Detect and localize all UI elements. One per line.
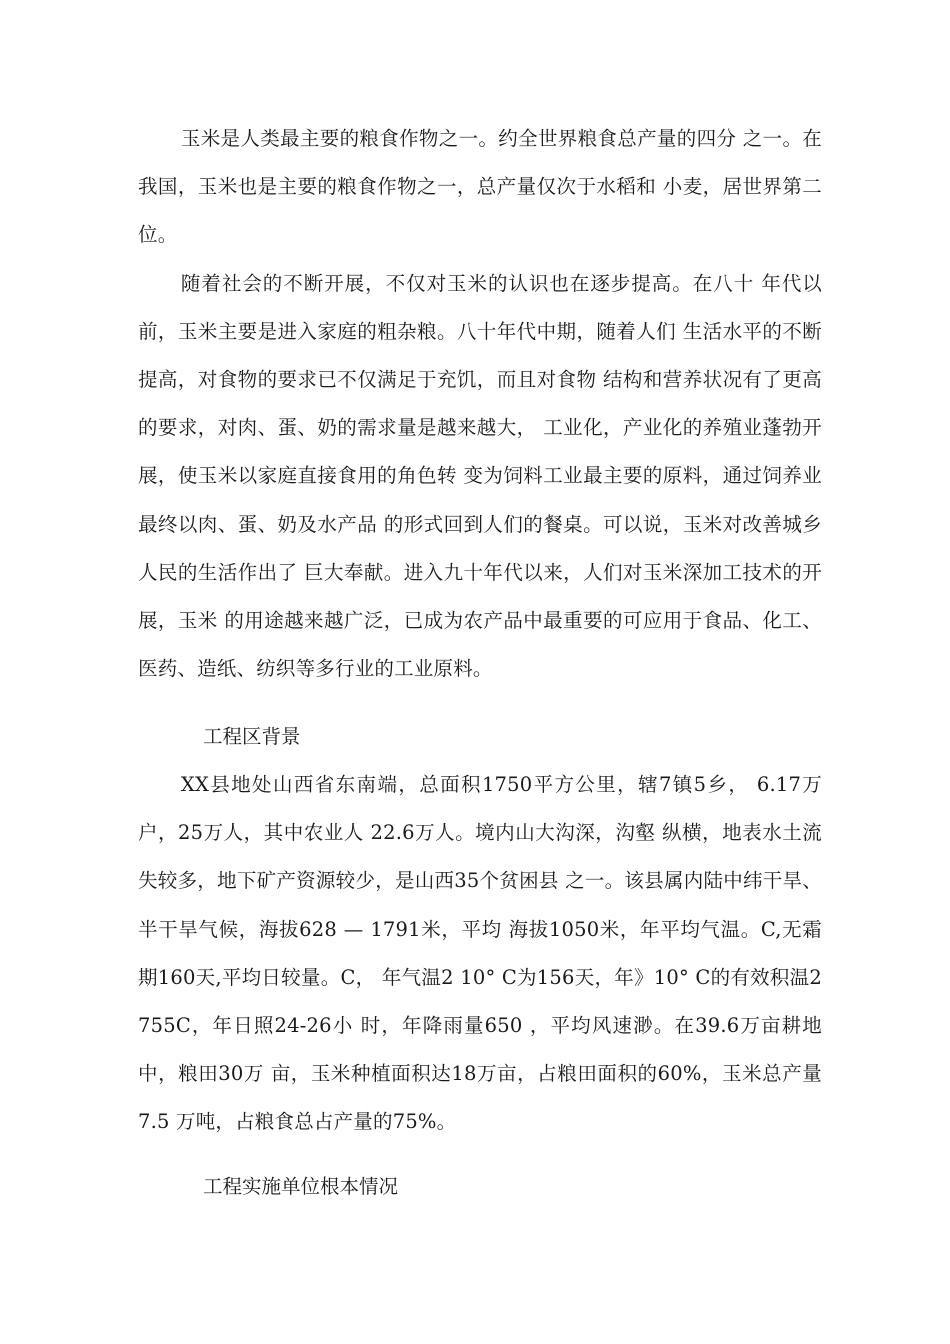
section-heading-project-background: 工程区背景 bbox=[203, 725, 301, 748]
paragraph-corn-importance: 玉米是人类最主要的粮食作物之一。约全世界粮食总产量的四分 之一。在我国，玉米也是主要的粮食作物之一，总产量仅次于水稻和 小麦，居世界第二位。 bbox=[138, 127, 822, 247]
paragraph-corn-development: 随着社会的不断开展，不仅对玉米的认识也在逐步提高。在八十 年代以前，玉米主要是进入家庭的粗杂粮。八十年代中期，随着人们 生活水平的不断提高，对食物的要求已不仅满足于充饥，而且对食物 结构和营养状况有了更高的要求，对肉、蛋、奶的需求量是越来越大， 工业化，产业化的养殖业蓬勃开展，使玉米以家庭直接食用的角色转 变为饲料工业最主要的原料，通过饲养业最终以肉、蛋、奶及水产品 的形式回到人们的餐桌。可以说，玉米对改善城乡人民的生活作出了 巨大奉献。进入九十年代以来，人们对玉米深加工技术的开展，玉米 的用途越来越广泛，已成为农产品中最重要的可应用于食品、化工、 医药、造纸、纺织等多行业的工业原料。 bbox=[138, 271, 822, 681]
intro-text-block bbox=[138, 115, 822, 693]
paragraph-county-overview: XX县地处山西省东南端，总面积1750平方公里，辖7镇5乡， 6.17万户，25万人，其中农业人 22.6万人。境内山大沟深，沟壑 纵横，地表水土流失较多，地下矿产资源较少，是山西35个贫困县 之一。该县属内陆中纬干旱、半干旱气候，海拔628 — 1791米，平均 海拔1050米，年平均气温。C,无霜期160天,平均日较量。C， 年气温2 10° C为156天，年》10° C的有效积温2755C，年日照24-26小 时，年降雨量650 ，平均风速渺。在39.6万亩耕地中，粮田30万 亩，玉米种植面积达18万亩，占粮田面积的60%，玉米总产量7.5 万吨，占粮食总占产量的75%。 bbox=[138, 773, 822, 1134]
background-text-block bbox=[138, 761, 822, 1147]
section-heading-implementing-unit: 工程实施单位根本情况 bbox=[203, 1175, 399, 1198]
